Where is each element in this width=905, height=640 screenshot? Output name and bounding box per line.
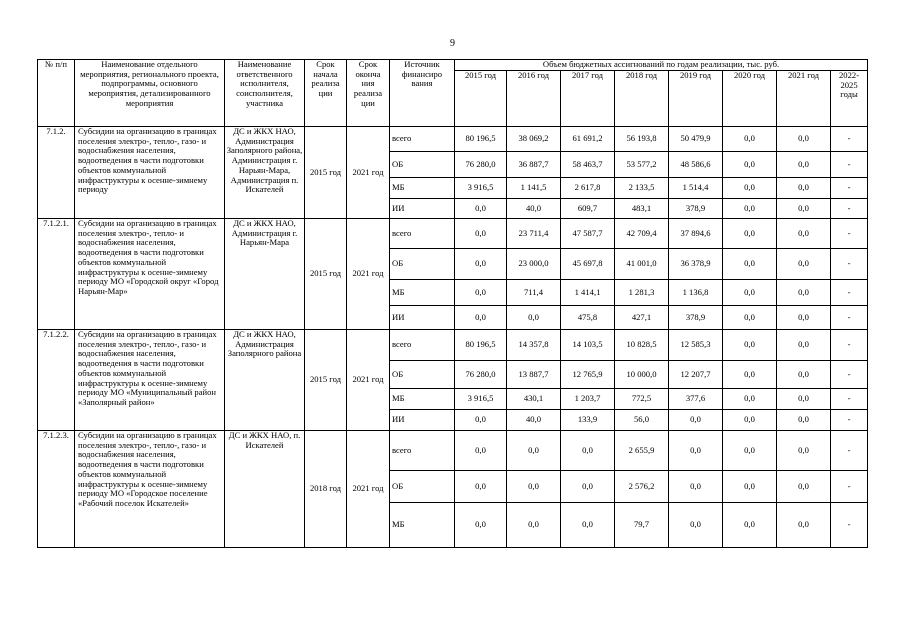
section-code: 7.1.2.1. xyxy=(38,219,75,330)
budget-value: 2 655,9 xyxy=(615,431,669,471)
budget-value: 40,0 xyxy=(507,410,561,431)
budget-value: 0,0 xyxy=(507,503,561,548)
budget-value: 0,0 xyxy=(561,471,615,503)
section-org: ДС и ЖКХ НАО, Администрация Заполярного района xyxy=(225,330,305,431)
budget-value: 0,0 xyxy=(777,361,831,389)
header-year: 2022-2025 годы xyxy=(831,71,868,127)
section-name: Субсидии на организацию в границах поселения электро-, тепло-, газо- и водоснабжения населения, водоотведения в части подготовки объектов коммунальной инфраструктуры к осенне-зимнему периоду МО «Городское поселение «Рабочий поселок Искателей» xyxy=(75,431,225,548)
header-year: 2019 год xyxy=(669,71,723,127)
budget-value: 0,0 xyxy=(777,471,831,503)
budget-value: - xyxy=(831,152,868,178)
section-code: 7.1.2. xyxy=(38,127,75,219)
table-row xyxy=(38,431,868,471)
budget-value: 79,7 xyxy=(615,503,669,548)
budget-value: 0,0 xyxy=(723,127,777,152)
budget-value: 56,0 xyxy=(615,410,669,431)
section-end-year: 2021 год xyxy=(347,431,390,548)
budget-value: 1 141,5 xyxy=(507,178,561,199)
section-end-year: 2021 год xyxy=(347,330,390,431)
budget-value: 53 577,2 xyxy=(615,152,669,178)
budget-value: 0,0 xyxy=(777,330,831,361)
budget-value: 40,0 xyxy=(507,199,561,219)
section-end-year: 2021 год xyxy=(347,127,390,219)
budget-value: 3 916,5 xyxy=(455,389,507,410)
budget-value: 0,0 xyxy=(455,431,507,471)
funding-source: всего xyxy=(390,431,455,471)
budget-value: 0,0 xyxy=(455,280,507,306)
budget-value: 0,0 xyxy=(507,306,561,330)
budget-value: - xyxy=(831,306,868,330)
budget-value: 50 479,9 xyxy=(669,127,723,152)
funding-source: ОБ xyxy=(390,249,455,280)
budget-value: 0,0 xyxy=(777,152,831,178)
budget-value: 483,1 xyxy=(615,199,669,219)
page-number: 9 xyxy=(450,38,455,49)
header-year: 2018 год xyxy=(615,71,669,127)
funding-source: всего xyxy=(390,330,455,361)
budget-value: 0,0 xyxy=(723,431,777,471)
budget-value: 12 207,7 xyxy=(669,361,723,389)
budget-value: 76 280,0 xyxy=(455,361,507,389)
budget-value: 0,0 xyxy=(723,306,777,330)
budget-value: - xyxy=(831,330,868,361)
budget-value: 1 414,1 xyxy=(561,280,615,306)
budget-value: 12 765,9 xyxy=(561,361,615,389)
funding-source: всего xyxy=(390,127,455,152)
budget-value: 0,0 xyxy=(777,249,831,280)
budget-value: 14 103,5 xyxy=(561,330,615,361)
funding-source: ИИ xyxy=(390,306,455,330)
budget-value: 0,0 xyxy=(777,431,831,471)
header-end: Срок оконча ния реализа ции xyxy=(347,60,390,127)
budget-value: 56 193,8 xyxy=(615,127,669,152)
budget-value: 10 000,0 xyxy=(615,361,669,389)
budget-value: 80 196,5 xyxy=(455,330,507,361)
budget-value: 76 280,0 xyxy=(455,152,507,178)
section-code: 7.1.2.2. xyxy=(38,330,75,431)
section-org: ДС и ЖКХ НАО, п. Искателей xyxy=(225,431,305,548)
header-org: Наименование ответственного исполнителя, соисполнителя, участника xyxy=(225,60,305,127)
budget-value: 41 001,0 xyxy=(615,249,669,280)
budget-value: - xyxy=(831,361,868,389)
budget-value: 133,9 xyxy=(561,410,615,431)
budget-value: - xyxy=(831,389,868,410)
budget-value: 1 203,7 xyxy=(561,389,615,410)
budget-value: 80 196,5 xyxy=(455,127,507,152)
table-header xyxy=(38,60,868,127)
budget-value: 0,0 xyxy=(723,199,777,219)
header-name: Наименование отдельного мероприятия, регионального проекта, подпрограммы, основного мероприятия, детализированного мероприятия xyxy=(75,60,225,127)
budget-value: 0,0 xyxy=(777,127,831,152)
budget-value: - xyxy=(831,127,868,152)
budget-value: - xyxy=(831,199,868,219)
budget-value: 23 711,4 xyxy=(507,219,561,249)
budget-value: 36 378,9 xyxy=(669,249,723,280)
header-volume: Объем бюджетных ассигнований по годам реализации, тыс. руб. xyxy=(455,60,868,71)
header-year: 2020 год xyxy=(723,71,777,127)
budget-value: 0,0 xyxy=(723,389,777,410)
budget-value: 58 463,7 xyxy=(561,152,615,178)
budget-value: 0,0 xyxy=(723,152,777,178)
budget-value: - xyxy=(831,219,868,249)
funding-source: МБ xyxy=(390,503,455,548)
budget-value: 38 069,2 xyxy=(507,127,561,152)
budget-value: 0,0 xyxy=(561,431,615,471)
budget-value: 14 357,8 xyxy=(507,330,561,361)
budget-value: 1 136,8 xyxy=(669,280,723,306)
budget-value: 0,0 xyxy=(777,306,831,330)
table-row xyxy=(38,330,868,361)
budget-value: 0,0 xyxy=(777,389,831,410)
budget-value: 0,0 xyxy=(723,280,777,306)
budget-value: 0,0 xyxy=(455,410,507,431)
funding-source: МБ xyxy=(390,389,455,410)
funding-source: ОБ xyxy=(390,471,455,503)
budget-value: 1 281,3 xyxy=(615,280,669,306)
header-source: Источник финансиро вания xyxy=(390,60,455,127)
budget-value: 61 691,2 xyxy=(561,127,615,152)
budget-value: 0,0 xyxy=(723,219,777,249)
budget-value: 13 887,7 xyxy=(507,361,561,389)
section-start-year: 2015 год xyxy=(305,219,347,330)
table-row xyxy=(38,219,868,249)
budget-value: 0,0 xyxy=(669,431,723,471)
budget-value: 0,0 xyxy=(777,219,831,249)
header-year: 2015 год xyxy=(455,71,507,127)
funding-source: МБ xyxy=(390,178,455,199)
budget-value: 0,0 xyxy=(455,503,507,548)
budget-value: 0,0 xyxy=(561,503,615,548)
budget-value: 0,0 xyxy=(723,330,777,361)
budget-value: - xyxy=(831,410,868,431)
budget-value: 36 887,7 xyxy=(507,152,561,178)
section-name: Субсидии на организацию в границах поселения электро-, тепло-, газо- и водоснабжения населения, водоотведения в части подготовки объектов коммунальной инфраструктуры к осенне-зимнему периоду МО «Муниципальный район «Заполярный район» xyxy=(75,330,225,431)
budget-value: 23 000,0 xyxy=(507,249,561,280)
budget-value: 378,9 xyxy=(669,199,723,219)
budget-value: 0,0 xyxy=(723,249,777,280)
funding-source: ОБ xyxy=(390,152,455,178)
budget-value: 772,5 xyxy=(615,389,669,410)
budget-value: - xyxy=(831,471,868,503)
section-end-year: 2021 год xyxy=(347,219,390,330)
budget-value: 0,0 xyxy=(455,306,507,330)
budget-value: 377,6 xyxy=(669,389,723,410)
budget-value: 0,0 xyxy=(507,431,561,471)
budget-value: 0,0 xyxy=(455,219,507,249)
table-row xyxy=(38,127,868,152)
budget-value: 609,7 xyxy=(561,199,615,219)
header-year: 2016 год xyxy=(507,71,561,127)
funding-source: всего xyxy=(390,219,455,249)
section-start-year: 2015 год xyxy=(305,127,347,219)
budget-value: - xyxy=(831,178,868,199)
budget-value: 2 576,2 xyxy=(615,471,669,503)
section-name: Субсидии на организацию в границах поселения электро-, тепло-, газо- и водоснабжения населения, водоотведения в части подготовки объектов коммунальной инфраструктуры к осенне-зимнему периоду xyxy=(75,127,225,219)
budget-value: 0,0 xyxy=(777,199,831,219)
header-start: Срок начала реализа ции xyxy=(305,60,347,127)
section-start-year: 2015 год xyxy=(305,330,347,431)
budget-value: 37 894,6 xyxy=(669,219,723,249)
budget-value: 42 709,4 xyxy=(615,219,669,249)
budget-value: 0,0 xyxy=(455,471,507,503)
budget-value: 0,0 xyxy=(723,178,777,199)
funding-source: ОБ xyxy=(390,361,455,389)
budget-value: 0,0 xyxy=(723,503,777,548)
budget-value: 47 587,7 xyxy=(561,219,615,249)
budget-table xyxy=(37,59,868,548)
budget-value: 430,1 xyxy=(507,389,561,410)
budget-value: 45 697,8 xyxy=(561,249,615,280)
budget-value: 0,0 xyxy=(723,410,777,431)
budget-value: - xyxy=(831,280,868,306)
budget-value: 427,1 xyxy=(615,306,669,330)
budget-value: 475,8 xyxy=(561,306,615,330)
header-year: 2021 год xyxy=(777,71,831,127)
header-num: № п/п xyxy=(38,60,75,127)
section-code: 7.1.2.3. xyxy=(38,431,75,548)
budget-value: 0,0 xyxy=(777,503,831,548)
budget-value: 0,0 xyxy=(777,280,831,306)
budget-value: 0,0 xyxy=(669,410,723,431)
budget-value: 0,0 xyxy=(455,199,507,219)
section-name: Субсидии на организацию в границах поселения электро-, тепло- и водоснабжения населения, водоотведения в части подготовки объектов коммунальной инфраструктуры к осенне-зимнему периоду МО «Городской округ «Город Нарьян-Мар» xyxy=(75,219,225,330)
budget-value: - xyxy=(831,249,868,280)
budget-value: 0,0 xyxy=(669,471,723,503)
budget-value: 0,0 xyxy=(723,361,777,389)
budget-value: 48 586,6 xyxy=(669,152,723,178)
budget-value: 2 617,8 xyxy=(561,178,615,199)
table-body xyxy=(38,127,868,548)
budget-value: 0,0 xyxy=(777,410,831,431)
budget-value: 711,4 xyxy=(507,280,561,306)
budget-value: 0,0 xyxy=(777,178,831,199)
budget-value: 378,9 xyxy=(669,306,723,330)
budget-value: 0,0 xyxy=(669,503,723,548)
funding-source: МБ xyxy=(390,280,455,306)
budget-value: 2 133,5 xyxy=(615,178,669,199)
budget-value: 1 514,4 xyxy=(669,178,723,199)
budget-value: 10 828,5 xyxy=(615,330,669,361)
section-start-year: 2018 год xyxy=(305,431,347,548)
budget-value: 0,0 xyxy=(723,471,777,503)
budget-value: 3 916,5 xyxy=(455,178,507,199)
budget-value: - xyxy=(831,503,868,548)
budget-value: - xyxy=(831,431,868,471)
header-year: 2017 год xyxy=(561,71,615,127)
section-org: ДС и ЖКХ НАО, Администрация г. Нарьян-Мара xyxy=(225,219,305,330)
section-org: ДС и ЖКХ НАО, Администрация Заполярного района, Администрация г. Нарьян-Мара, Администрация п. Искателей xyxy=(225,127,305,219)
funding-source: ИИ xyxy=(390,199,455,219)
funding-source: ИИ xyxy=(390,410,455,431)
budget-value: 0,0 xyxy=(507,471,561,503)
budget-value: 0,0 xyxy=(455,249,507,280)
budget-value: 12 585,3 xyxy=(669,330,723,361)
